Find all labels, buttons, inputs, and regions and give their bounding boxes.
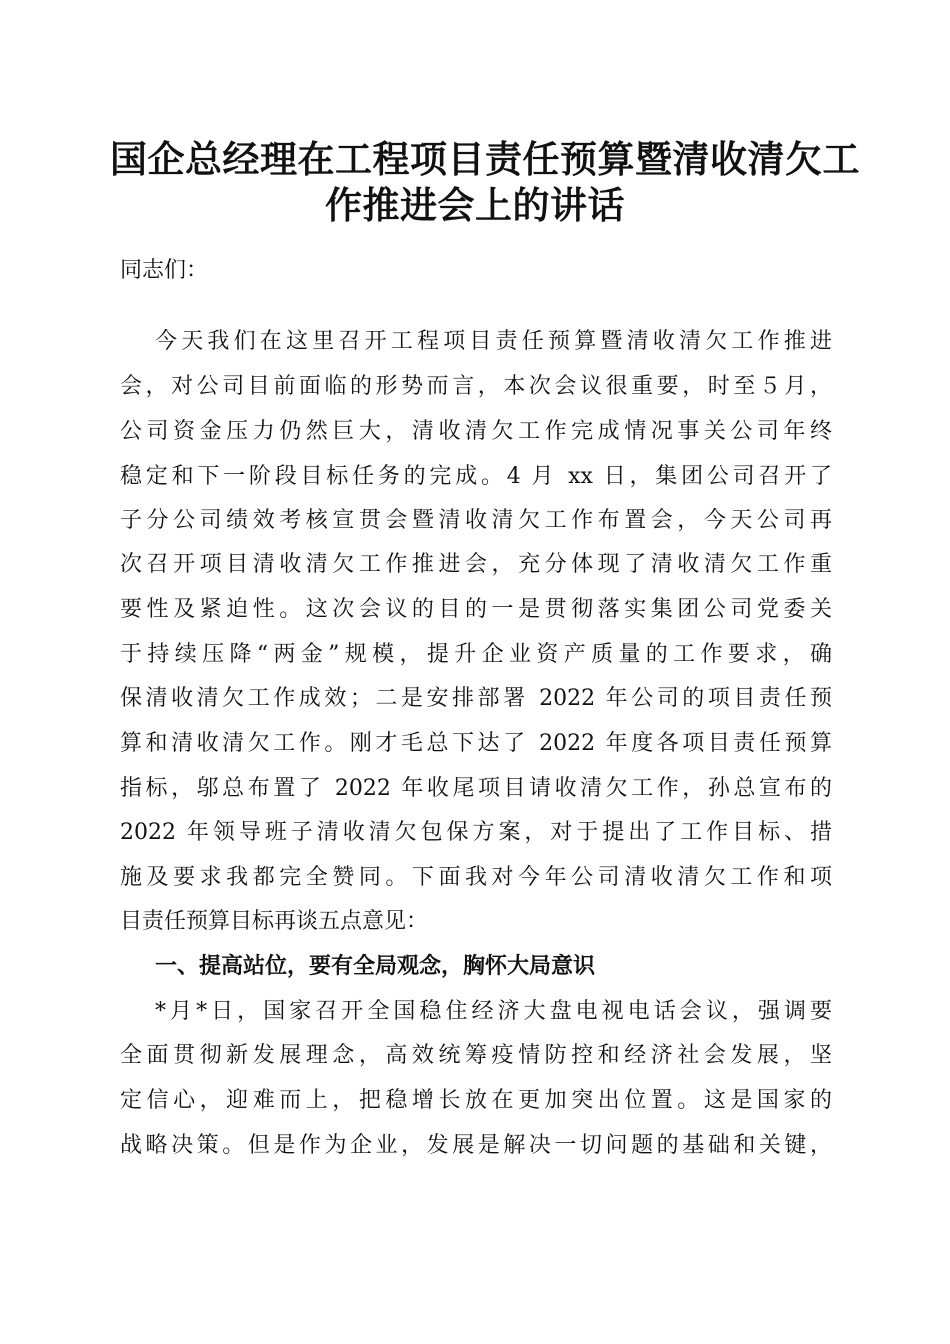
paragraph-1-line: 2022 年领导班子清收清欠包保方案，对于提出了工作目标、措 — [120, 820, 832, 845]
paragraph-1-line: 指标，邬总布置了 2022 年收尾项目请收清欠工作，孙总宣布的 — [120, 776, 832, 801]
paragraph-1-line: 会，对公司目前面临的形势而言，本次会议很重要，时至５月， — [120, 374, 832, 399]
paragraph-2-line: *月*日，国家召开全国稳住经济大盘电视电话会议，强调要 — [155, 999, 832, 1024]
paragraph-1-line: 于持续压降“两金”规模，提升企业资产质量的工作要求，确 — [120, 642, 832, 667]
section-heading: 一、提高站位，要有全局观念，胸怀大局意识 — [155, 954, 596, 979]
title-line-1: 国企总经理在工程项目责任预算暨清收清欠工 — [110, 137, 860, 181]
paragraph-1-line: 要性及紧迫性。这次会议的目的一是贯彻落实集团公司党委关 — [120, 597, 832, 622]
paragraph-2-line: 战略决策。但是作为企业，发展是解决一切问题的基础和关键， — [120, 1133, 832, 1158]
paragraph-1-line: 子分公司绩效考核宣贯会暨清收清欠工作布置会，今天公司再 — [120, 508, 832, 533]
paragraph-1-line: 公司资金压力仍然巨大，清收清欠工作完成情况事关公司年终 — [120, 419, 832, 444]
paragraph-1-line: 施及要求我都完全赞同。下面我对今年公司清收清欠工作和项 — [120, 865, 832, 890]
paragraph-1-line: 稳定和下一阶段目标任务的完成。4 月 xx 日，集团公司召开了 — [120, 464, 832, 489]
paragraph-1-line: 次召开项目清收清欠工作推进会，充分体现了清收清欠工作重 — [120, 552, 832, 577]
paragraph-1-line: 算和清收清欠工作。刚才毛总下达了 2022 年度各项目责任预算 — [120, 731, 832, 756]
title-line-2: 作推进会上的讲话 — [325, 183, 625, 227]
paragraph-1-line: 今天我们在这里召开工程项目责任预算暨清收清欠工作推进 — [155, 329, 832, 354]
paragraph-2-line: 全面贯彻新发展理念，高效统筹疫情防控和经济社会发展，坚 — [120, 1043, 832, 1068]
paragraph-1-line: 目责任预算目标再谈五点意见： — [120, 909, 429, 934]
document-title — [110, 136, 860, 228]
paragraph-2-line: 定信心，迎难而上，把稳增长放在更加突出位置。这是国家的 — [120, 1088, 832, 1113]
paragraph-1-line: 保清收清欠工作成效；二是安排部署 2022 年公司的项目责任预 — [120, 686, 832, 711]
salutation: 同志们： — [120, 258, 209, 283]
